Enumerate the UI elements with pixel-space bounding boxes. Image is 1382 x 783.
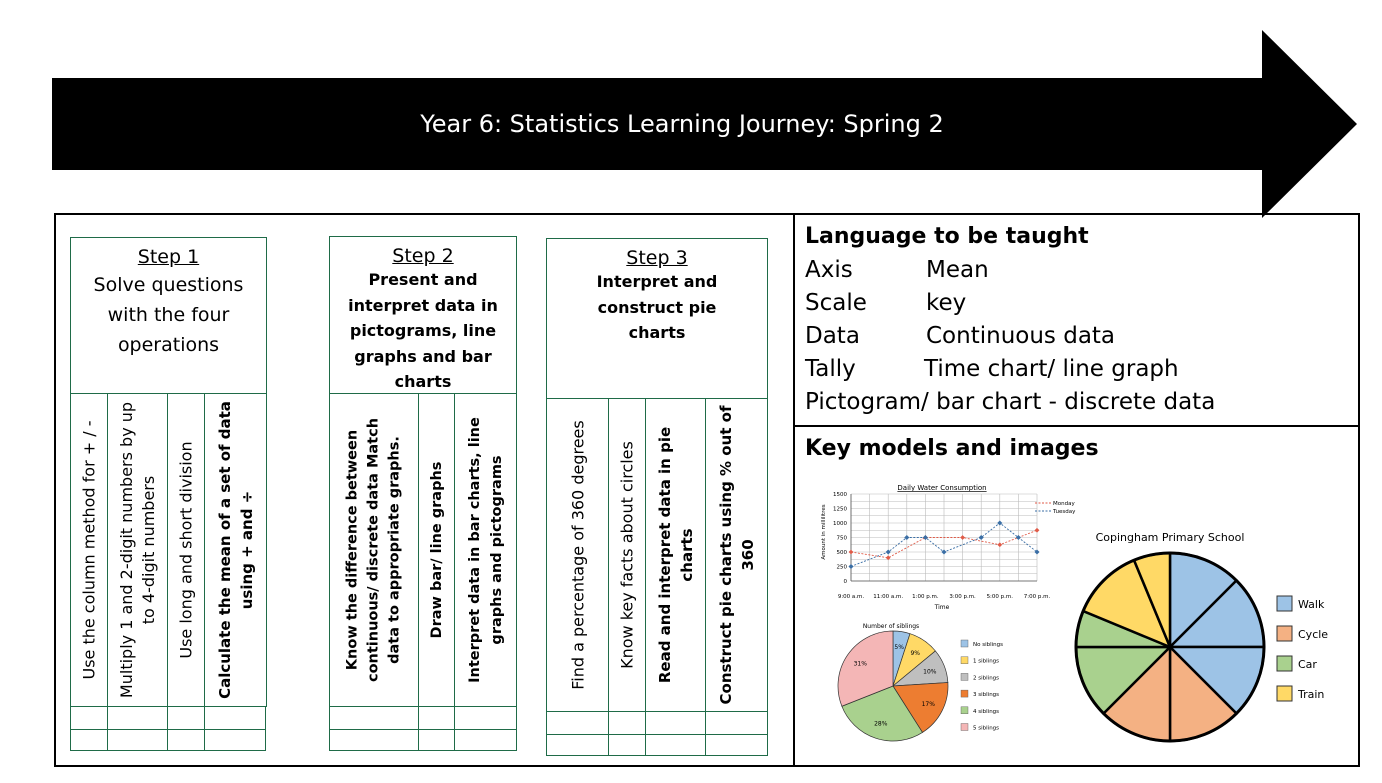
data-point [960,535,965,540]
x-tick-label: 1:00 p.m. [912,594,939,600]
step-2-cell-1: Know the difference between continuous/ discrete data Match data to appropriate graphs. [329,393,419,707]
legend-label: 5 siblings [973,725,1000,732]
legend-swatch [961,673,968,680]
step-2-cell-3: Interpret data in bar charts, line graphs and pictograms [454,393,517,707]
legend-swatch [961,640,968,647]
legend-swatch [1277,686,1292,701]
school-pie-title: Copingham Primary School [1095,531,1245,544]
step-3-cell-1: Find a percentage of 360 degrees [546,398,609,712]
x-tick-label: 3:00 p.m. [949,594,976,600]
legend-label: Tuesday [1053,509,1076,515]
step-3-cell-4: Construct pie charts using % out of 360 [705,398,768,712]
legend-label: Walk [1298,598,1325,611]
step-3-cell-3: Read and interpret data in pie charts [645,398,706,712]
x-tick-label: 7:00 p.m. [1023,594,1051,600]
legend-label: 4 siblings [973,708,1000,715]
language-term: Tally [805,356,856,382]
language-term: Time chart/ line graph [924,356,1179,382]
step-1-header [70,237,267,394]
y-tick-label: 1000 [833,521,847,527]
language-term: Data [805,323,860,349]
page-title: Year 6: Statistics Learning Journey: Spring 2 [420,110,944,138]
language-term: Scale [805,290,867,316]
step-2-header [329,236,517,394]
language-term: key [926,290,967,316]
legend-swatch [961,724,968,731]
line-chart-title: Daily Water Consumption [897,484,987,492]
step-3-cell-2: Know key facts about circles [608,398,646,712]
step-3-heading: Interpret and construct pie charts [596,272,718,342]
legend-swatch [1277,626,1292,641]
legend-label: Train [1298,688,1325,701]
line-chart-ylabel: Amount in millilitres [821,504,827,560]
step-1-blank-grid [70,706,267,752]
pie-data-label: 31% [853,660,867,668]
y-tick-label: 500 [836,550,847,556]
y-tick-label: 1250 [833,506,847,513]
right-divider [793,425,1360,427]
step-1-cell-4: Calculate the mean of a set of data using + and ÷ [204,393,267,707]
data-point [997,542,1002,547]
legend-label: No siblings [973,642,1004,648]
language-term: Axis [805,257,853,283]
data-point [848,564,853,569]
models-section [805,436,1105,461]
legend-swatch [961,690,968,697]
legend-swatch [1277,656,1292,671]
pie-data-label: 5% [894,643,904,651]
pie-data-label: 17% [921,700,935,708]
legend-label: 3 siblings [973,692,1000,699]
models-title: Key models and images [805,436,1099,461]
legend-label: Car [1298,658,1317,671]
y-tick-label: 250 [836,564,847,571]
data-point [849,550,854,555]
step-3-header [546,238,768,399]
legend-swatch [961,707,968,714]
line-chart-xlabel: Time [934,604,950,611]
step-1-cell-2: Multiply 1 and 2-digit numbers by up to 4-digit numbers [107,393,168,707]
legend-swatch [961,657,968,664]
line-chart [815,480,1090,615]
legend-label: Monday [1053,501,1075,507]
language-term: Pictogram/ bar chart - discrete data [805,389,1216,415]
legend-label: 2 siblings [973,675,1000,682]
pie-data-label: 10% [923,668,937,676]
step-1-cell-3: Use long and short division [167,393,205,707]
step-2-heading: Present and interpret data in pictograms, line graphs and bar charts [348,270,498,391]
step-2-label: Step 2 [392,245,454,267]
legend-label: 1 siblings [973,658,1000,665]
x-tick-label: 11:00 a.m. [873,594,904,600]
step-3-blank-grid [546,711,768,757]
language-term: Mean [926,257,989,283]
y-tick-label: 750 [836,535,847,542]
siblings-pie-title: Number of siblings [862,623,920,630]
legend-label: Cycle [1298,628,1329,641]
data-point [1035,528,1040,533]
school-pie-chart [1070,525,1360,750]
y-tick-label: 1500 [833,492,847,498]
y-tick-label: 0 [843,579,847,585]
siblings-pie-chart [830,618,1030,748]
x-tick-label: 5:00 p.m. [986,594,1014,600]
frame-divider [793,213,795,767]
step-2-cell-2: Draw bar/ line graphs [418,393,455,707]
step-1-cell-1: Use the column method for + / - [70,393,108,707]
step-1-heading: Solve questions with the four operations [93,274,244,356]
language-term: Continuous data [926,323,1116,349]
pie-data-label: 28% [874,720,888,728]
pie-data-label: 9% [910,650,921,658]
step-1-label: Step 1 [137,246,200,268]
x-tick-label: 9:00 a.m. [837,594,865,600]
legend-swatch [1277,596,1292,611]
step-3-label: Step 3 [626,247,688,269]
language-title: Language to be taught [805,224,1089,249]
step-2-blank-grid [329,706,517,752]
